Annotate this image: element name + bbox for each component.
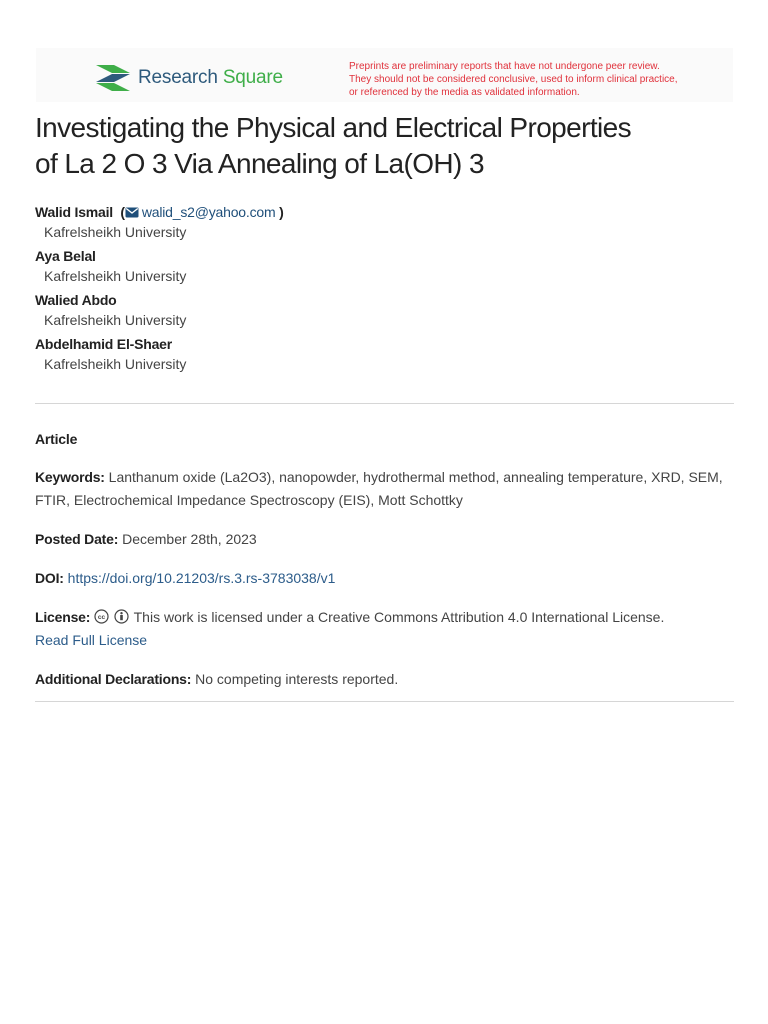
license (35, 606, 734, 652)
posted-date-label: Posted Date: (35, 531, 119, 547)
author-item (35, 246, 735, 286)
posted-date-value: December 28th, 2023 (122, 531, 257, 547)
keywords-value: Lanthanum oxide (La2O3), nanopowder, hydrothermal method, annealing temperature, XRD, SEM, FTIR, Electrochemical Impedance Spectroscopy (EIS), Mott Schottky (35, 469, 723, 508)
divider (35, 701, 734, 702)
doi-label: DOI: (35, 570, 64, 586)
cc-by-icon (114, 609, 129, 624)
read-full-license-link[interactable]: Read Full License (35, 632, 148, 648)
research-square-logo[interactable] (95, 63, 283, 93)
brand-name-research: Research (138, 67, 218, 88)
research-square-logo-icon (95, 63, 131, 93)
author-item (35, 334, 735, 374)
notice-line: or referenced by the media as validated information. (349, 87, 580, 98)
author-affiliation: Kafrelsheikh University (44, 224, 187, 240)
doi (35, 567, 734, 590)
author-email-link[interactable]: walid_s2@yahoo.com (141, 204, 276, 220)
cc-icon (94, 609, 109, 624)
preprint-banner (36, 48, 733, 102)
author-name-row (35, 202, 735, 222)
svg-text:cc: cc (97, 614, 106, 621)
declarations-value: No competing interests reported. (195, 671, 399, 687)
author-name: Abdelhamid El-Shaer (35, 336, 173, 352)
preprint-notice (349, 60, 721, 99)
article-type (35, 428, 734, 451)
author-name: Walid Ismail (35, 204, 113, 220)
article-type-label: Article (35, 431, 78, 447)
envelope-icon (125, 207, 139, 218)
brand-name (138, 67, 283, 89)
divider (35, 403, 734, 404)
title-line-1: Investigating the Physical and Electrical Properties (35, 112, 632, 143)
posted-date (35, 528, 734, 551)
declarations-label: Additional Declarations: (35, 671, 192, 687)
author-list (35, 202, 735, 378)
brand-name-square: Square (222, 67, 283, 88)
doi-link[interactable]: https://doi.org/10.21203/rs.3.rs-3783038/v1 (67, 570, 336, 586)
author-affiliation: Kafrelsheikh University (44, 268, 187, 284)
keywords-label: Keywords: (35, 469, 105, 485)
paper-title (35, 110, 735, 182)
author-email-wrapper: ( walid_s2@yahoo.com ) (120, 204, 284, 220)
keywords (35, 466, 734, 512)
author-item (35, 290, 735, 330)
license-text: This work is licensed under a Creative Commons Attribution 4.0 International License. (133, 609, 665, 625)
additional-declarations (35, 668, 734, 691)
title-line-2: of La 2 O 3 Via Annealing of La(OH) 3 (35, 148, 484, 179)
author-affiliation: Kafrelsheikh University (44, 312, 187, 328)
author-affiliation: Kafrelsheikh University (44, 356, 187, 372)
author-item (35, 202, 735, 242)
author-name: Aya Belal (35, 248, 96, 264)
notice-line: They should not be considered conclusive, used to inform clinical practice, (349, 74, 678, 85)
author-name: Walied Abdo (35, 292, 117, 308)
license-label: License: (35, 609, 91, 625)
notice-line: Preprints are preliminary reports that have not undergone peer review. (349, 61, 660, 72)
